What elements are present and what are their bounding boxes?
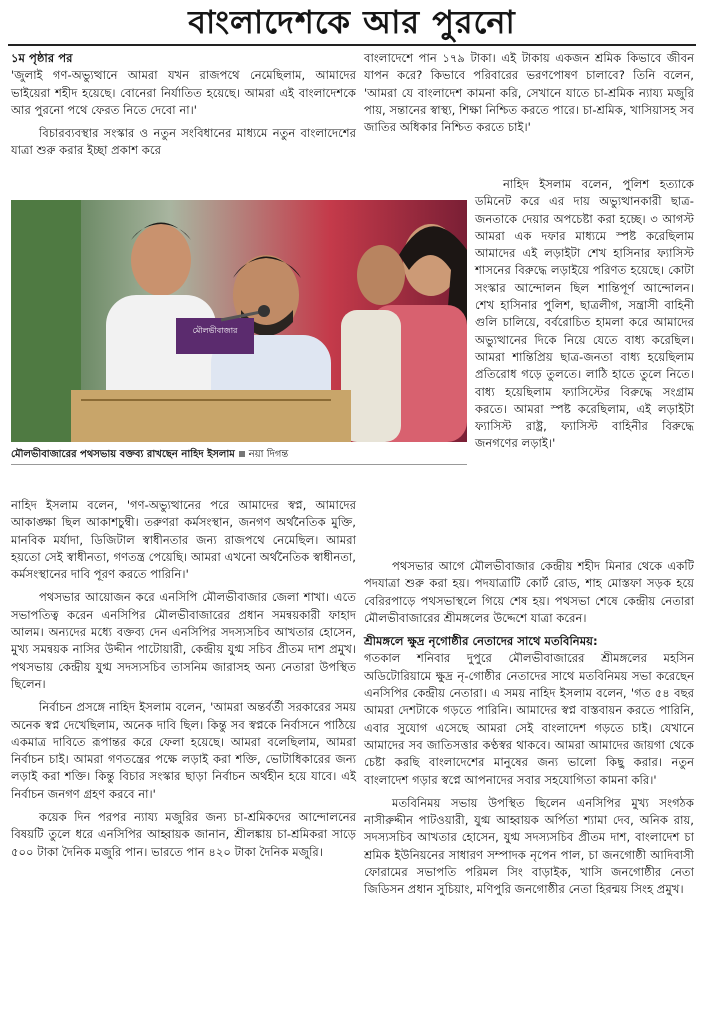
caption-text: মৌলভীবাজারের পথসভায় বক্তব্য রাখছেন নাহিদ ইসলাম [11, 449, 235, 460]
paragraph: পথসভার আগে মৌলভীবাজার কেন্দ্রীয় শহীদ মিনার থেকে একটি পদযাত্রা শুরু করা হয়। পদযাত্রাটি কোর্ট রোড, শাহ মোস্তফা সড়ক হয়ে বেরিরপাড়ে পথসভাস্থলে গিয়ে শেষ হয়। পথসভা শেষে কেন্দ্রীয় নেতারা মৌলভীবাজারের শ্রীমঙ্গলের উদ্দেশে যাত্রা করেন। [364, 559, 694, 625]
rally-photo-illustration [11, 200, 467, 442]
subsection-title: শ্রীমঙ্গলে ক্ষুদ্র নৃগোষ্ঠীর নেতাদের সাথে মতবিনিময়: [364, 634, 598, 649]
paragraph: নাহিদ ইসলাম বলেন, 'গণ-অভ্যুত্থানের পরে আমাদের স্বপ্ন, আমাদের আকাঙ্ক্ষা ছিল আকাশচুম্বী। তরুণরা কর্মসংস্থান, জনগণ অর্থনৈতিক মুক্তি, মানবিক মর্যাদা, ডিজিটাল স্বাধীনতার জন্য রাজপথে নেমেছিল। আমরা হয়তো সেই স্বাধীনতা, গণতন্ত্র পেয়েছি। আমরা এখনো অর্থনৈতিক স্বাধীনতা, কর্মসংস্থানের দাবি পূরণ করতে পারিনি।' [11, 498, 356, 582]
right-column-bottom [364, 558, 694, 905]
paragraph: মতবিনিময় সভায় উপস্থিত ছিলেন এনসিপির মুখ্য সংগঠক নাসীরুদ্দীন পাটওয়ারী, যুগ্ম আহ্বায়ক অর্পিতা শ্যামা দেব, অনিক রায়, সদস্যসচিব আখতার হোসেন, যুগ্ম সদস্যসচিব প্রীতম দাশ, বাংলাদেশ চা শ্রমিক ইউনিয়নের সাধারণ সম্পাদক নৃপেন পাল, চা জনগোষ্ঠী আদিবাসী ফোরামের সভাপতি পরিমল সিং বাড়াইক, খাসি জনগোষ্ঠীর নেতা জিডিসন প্রধান সুচিয়াং, মণিপুরি জনগোষ্ঠীর নেতা হিরন্ময় সিংহ প্রমুখ। [364, 795, 694, 897]
paragraph: নির্বাচন প্রসঙ্গে নাহিদ ইসলাম বলেন, 'আমরা অন্তর্বর্তী সরকারের সময় অনেক স্বপ্ন দেখেছিলাম, অনেক দাবি ছিল। কিন্তু সব স্বপ্নকে নির্বাসনে পাঠিয়ে একমাত্র দাবিতে রূপান্তর করে ফেলা হয়েছে। আমরা বলেছিলাম, আমরা নির্বাচন চাই। আমরা গণতন্ত্রের পক্ষে লড়াই করা শক্তি, ভোটাধিকারের জন্য লড়াই করা শক্তি। কিন্তু বিচার সংস্কার ছাড়া নির্বাচন অর্থহীন হয়ে যাবে। এই নির্বাচন জনগণ গ্রহণ করবে না।' [11, 700, 356, 801]
paragraph: পথসভার আয়োজন করে এনসিপি মৌলভীবাজার জেলা শাখা। এতে সভাপতিত্ব করেন এনসিপির মৌলভীবাজারের প্রধান সমন্বয়কারী ফাহাদ আলম। অন্যদের মধ্যে বক্তব্য দেন এনসিপির সদস্যসচিব আখতার হোসেন, মুখ্য সমন্বয়ক নাসির উদ্দীন পাটোয়ারী, কেন্দ্রীয় যুগ্ম সচিব প্রীতম দাশ প্রমুখ। পথসভায় কেন্দ্রীয় যুগ্ম সদস্যসচিব তাসনিম জারাসহ অন্য নেতারা উপস্থিত ছিলেন। [11, 590, 356, 691]
photo-credit: নয়া দিগন্ত [248, 449, 289, 460]
separator-square-icon [239, 451, 245, 457]
paragraph: গতকাল শনিবার দুপুরে মৌলভীবাজারের শ্রীমঙ্গলের মহসিন অডিটোরিয়ামে ক্ষুদ্র নৃ-গোষ্ঠীর নেতাদের সাথে মতবিনিময় সভা করেছেন এনসিপির কেন্দ্রীয় নেতারা। এ সময় নাহিদ ইসলাম বলেন, 'গত ৫৪ বছর আমরা দেশটাকে গড়তে পারিনি। আমাদের স্বপ্ন বাস্তবায়ন করতে পারিনি, এবার সুযোগ এসেছে আমরা সেই বাংলাদেশ গড়তে চাই। যেখানে আমাদের সব জাতিসত্তার কণ্ঠস্বর থাকবে। আমরা আমাদের জায়গা থেকে চেষ্টা করছি বাংলাদেশের মানুষের জন্য ভালো কিছু করার। নতুন বাংলাদেশ গড়ার স্বপ্নে আপনাদের সবার সহযোগিতা কামনা করি।' [364, 651, 694, 787]
right-column-wrap [475, 176, 694, 459]
article-photo [11, 200, 467, 442]
paragraph: 'জুলাই গণ-অভ্যুত্থানে আমরা যখন রাজপথে নেমেছিলাম, আমাদের ভাইয়েরা শহীদ হয়েছে। বোনেরা নির্যাতিত হয়েছে। আমরা এই বাংলাদেশকে আর পুরনো পথে ফেরত নিতে দেবো না।' [11, 68, 356, 117]
headline-rule [8, 44, 696, 46]
headline: বাংলাদেশকে আর পুরনো [188, 3, 516, 41]
left-column-bottom [11, 497, 356, 867]
photo-caption [11, 446, 467, 465]
paragraph: বাংলাদেশে পান ১৭৯ টাকা। এই টাকায় একজন শ্রমিক কিভাবে জীবন যাপন করে? কিভাবে পরিবারের ভরণপোষণ চালাবে? তিনি বলেন, 'আমরা যে বাংলাদেশ কামনা করি, সেখানে যাতে চা-শ্রমিক ন্যায্য মজুরি পায়, সন্তানের স্বাস্থ্য, শিক্ষা নিশ্চিত করতে পারে। চা-শ্রমিক, খাসিয়াসহ সব জাতির অধিকার নিশ্চিত করতে চাই।' [364, 51, 694, 135]
continued-from: ১ম পৃষ্ঠার পর [11, 51, 73, 65]
paragraph: বিচারব্যবস্থার সংস্কার ও নতুন সংবিধানের মাধ্যমে নতুন বাংলাদেশের যাত্রা শুরু করার ইচ্ছা প্রকাশ করে [11, 126, 356, 158]
left-column-top [11, 50, 356, 166]
right-column-top [364, 50, 694, 142]
paragraph: নাহিদ ইসলাম বলেন, পুলিশ হত্যাকে ডমিনেট করে এর দায় অভ্যুত্থানকারী ছাত্র-জনতাকে দেয়ার অপচেষ্টা করা হচ্ছে। ৩ আগস্ট আমরা এক দফার মাধ্যমে স্পষ্ট করেছিলাম আমাদের এই লড়াইটা শেখ হাসিনার ফ্যাসিস্ট শাসনের বিরুদ্ধে লড়াইয়ে পরিণত হয়েছে। কোটা সংস্কার আন্দোলন ছিল শান্তিপূর্ণ আন্দোলন। শেখ হাসিনার পুলিশ, ছাত্রলীগ, সন্ত্রাসী বাহিনী গুলি চালিয়ে, বর্বরোচিত হামলা করে আমাদের অভ্যুত্থানের দিকে নিয়ে যেতে বাধ্য করেছিল। আমরা শান্তিপ্রিয় ছাত্র-জনতা বাধ্য হয়েছিলাম প্রতিরোধ গড়ে তুলতে। লাঠি হাতে তুলে নিতে। বাধ্য হয়েছিলাম ফ্যাসিস্টের বিরুদ্ধে সংগ্রাম করতে। আমরা স্পষ্ট করেছিলাম, এই লড়াইটা ফ্যাসিস্ট রাষ্ট্র, ফ্যাসিস্ট বাহিনীর বিরুদ্ধে জনগণের লড়াই।' [475, 177, 694, 451]
paragraph: কয়েক দিন পরপর ন্যায্য মজুরির জন্য চা-শ্রমিকদের আন্দোলনের বিষয়টি তুলে ধরে এনসিপির আহ্বায়ক জানান, শ্রীলঙ্কায় চা-শ্রমিকরা সাড়ে ৫০০ টাকা দৈনিক মজুরি পান। ভারতে পান ৪২০ টাকা দৈনিক মজুরি। [11, 810, 356, 859]
podium-text: মৌলভীবাজার [192, 326, 238, 335]
